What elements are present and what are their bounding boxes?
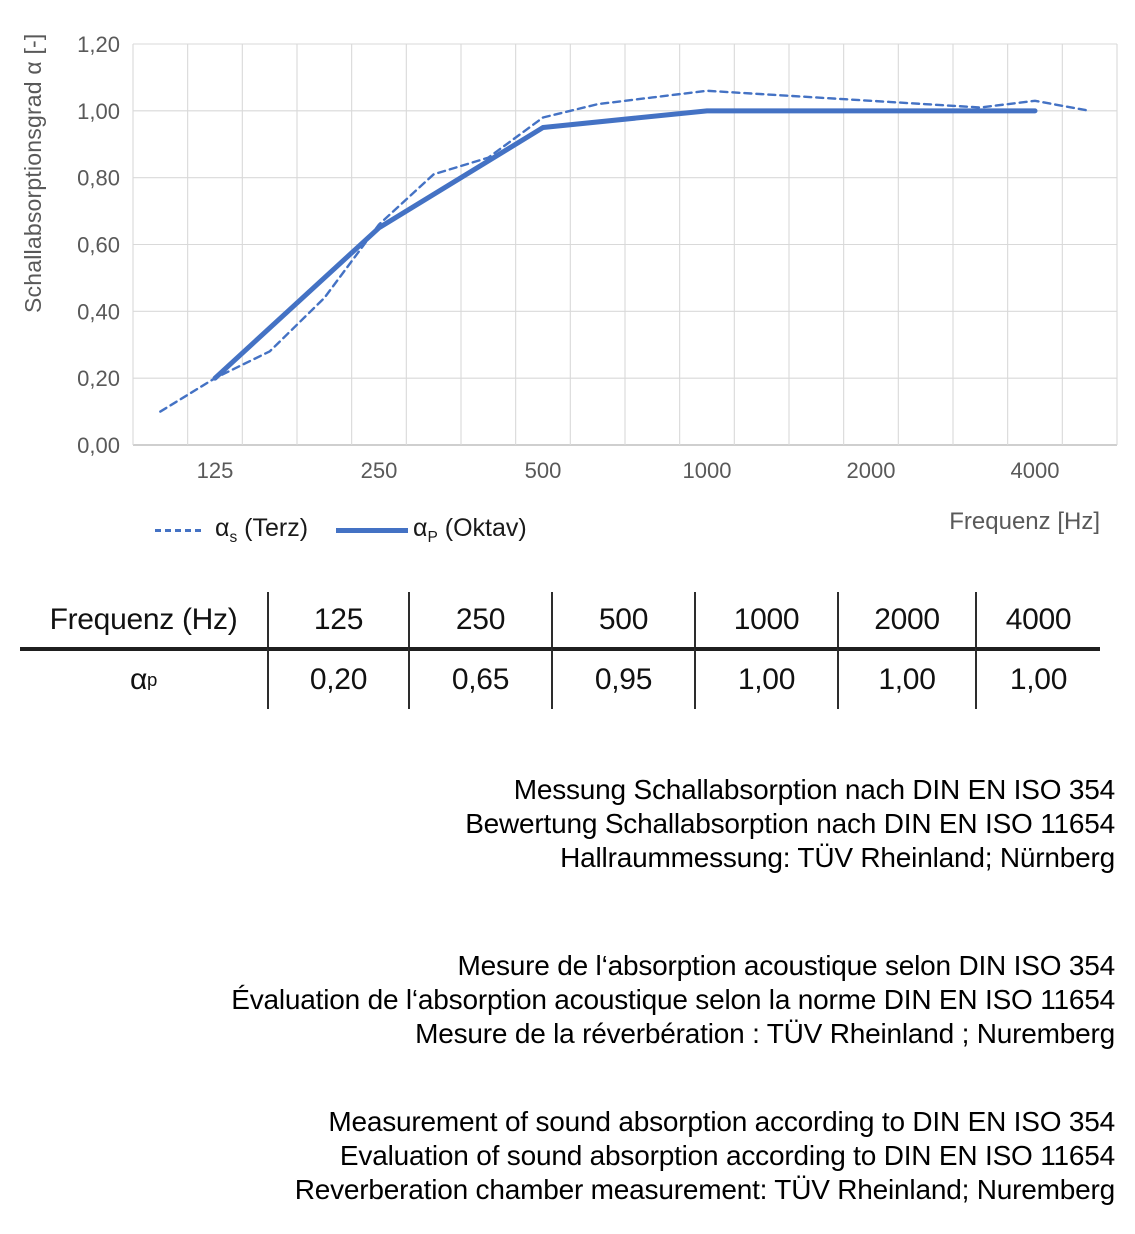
table-row-label-alpha-p: [20, 647, 267, 709]
x-tick-label: 4000: [1010, 458, 1060, 483]
x-tick-label: 500: [524, 458, 562, 483]
table-header-2000: 2000: [837, 592, 975, 647]
table-value-row: [20, 647, 1100, 709]
note-line: Mesure de l‘absorption acoustique selon DIN ISO 354: [457, 950, 1115, 981]
table-header-1000: 1000: [694, 592, 837, 647]
table-header-500: 500: [551, 592, 694, 647]
table-header-frequency: Frequenz (Hz): [49, 602, 238, 636]
table-value-4000: 1,00: [975, 647, 1100, 709]
absorption-chart: [0, 0, 1135, 562]
legend-label-terz: [215, 514, 308, 547]
note-german: [0, 773, 1115, 875]
note-french: [0, 949, 1115, 1051]
y-tick-label: 0,40: [77, 299, 120, 325]
alpha-symbol: α: [129, 663, 147, 696]
note-line: Measurement of sound absorption according to DIN EN ISO 354: [328, 1106, 1115, 1137]
y-axis-title: Schallabsorptionsgrad α [-]: [20, 33, 46, 313]
legend-text: (Terz): [237, 514, 309, 542]
dashed-line-sample-icon: [155, 529, 205, 532]
y-tick-label: 0,80: [77, 165, 120, 191]
x-tick-label: 250: [360, 458, 398, 483]
table-header-125: 125: [267, 592, 408, 647]
note-line: Reverberation chamber measurement: TÜV Rheinland; Nuremberg: [294, 1174, 1115, 1205]
table-value-125: 0,20: [267, 647, 408, 709]
absorption-table: [20, 592, 1100, 709]
y-tick-label: 0,00: [77, 433, 120, 458]
x-axis-title: Frequenz [Hz]: [949, 508, 1100, 535]
note-line: Évaluation de l‘absorption acoustique selon la norme DIN EN ISO 11654: [231, 984, 1115, 1015]
alpha-subscript: s: [229, 529, 238, 546]
table-value-1000: 1,00: [694, 647, 837, 709]
table-value-250: 0,65: [408, 647, 551, 709]
y-tick-label: 0,20: [77, 366, 120, 392]
note-english: [0, 1105, 1115, 1207]
y-tick-label: 0,60: [77, 232, 120, 258]
alpha-symbol: α: [413, 514, 428, 542]
chart-plot-area: [0, 0, 1135, 500]
note-line: Messung Schallabsorption nach DIN EN ISO 354: [513, 774, 1115, 805]
note-line: Bewertung Schallabsorption nach DIN EN ISO 11654: [465, 808, 1115, 839]
y-tick-label: 1,20: [77, 32, 120, 57]
y-tick-label: 1,00: [77, 98, 120, 124]
table-value-2000: 1,00: [837, 647, 975, 709]
chart-legend: [155, 514, 527, 547]
alpha-subscript: P: [427, 529, 438, 546]
note-line: Evaluation of sound absorption according to DIN EN ISO 11654: [339, 1140, 1115, 1171]
alpha-subscript: p: [147, 669, 158, 690]
x-tick-label: 2000: [846, 458, 896, 483]
table-header-4000: 4000: [975, 592, 1100, 647]
legend-label-oktav: [413, 514, 527, 547]
x-tick-label: 1000: [682, 458, 732, 483]
table-header-250: 250: [408, 592, 551, 647]
table-header-row: [20, 592, 1100, 647]
legend-item-terz: [155, 514, 308, 547]
legend-text: (Oktav): [437, 514, 527, 542]
legend-item-oktav: [336, 514, 527, 547]
solid-line-sample-icon: [336, 528, 408, 533]
note-line: Mesure de la réverbération : TÜV Rheinland ; Nuremberg: [415, 1018, 1115, 1049]
alpha-symbol: α: [215, 514, 230, 542]
x-tick-label: 125: [196, 458, 234, 483]
note-line: Hallraummessung: TÜV Rheinland; Nürnberg: [560, 842, 1115, 873]
measurement-notes: [0, 773, 1135, 1207]
table-value-500: 0,95: [551, 647, 694, 709]
